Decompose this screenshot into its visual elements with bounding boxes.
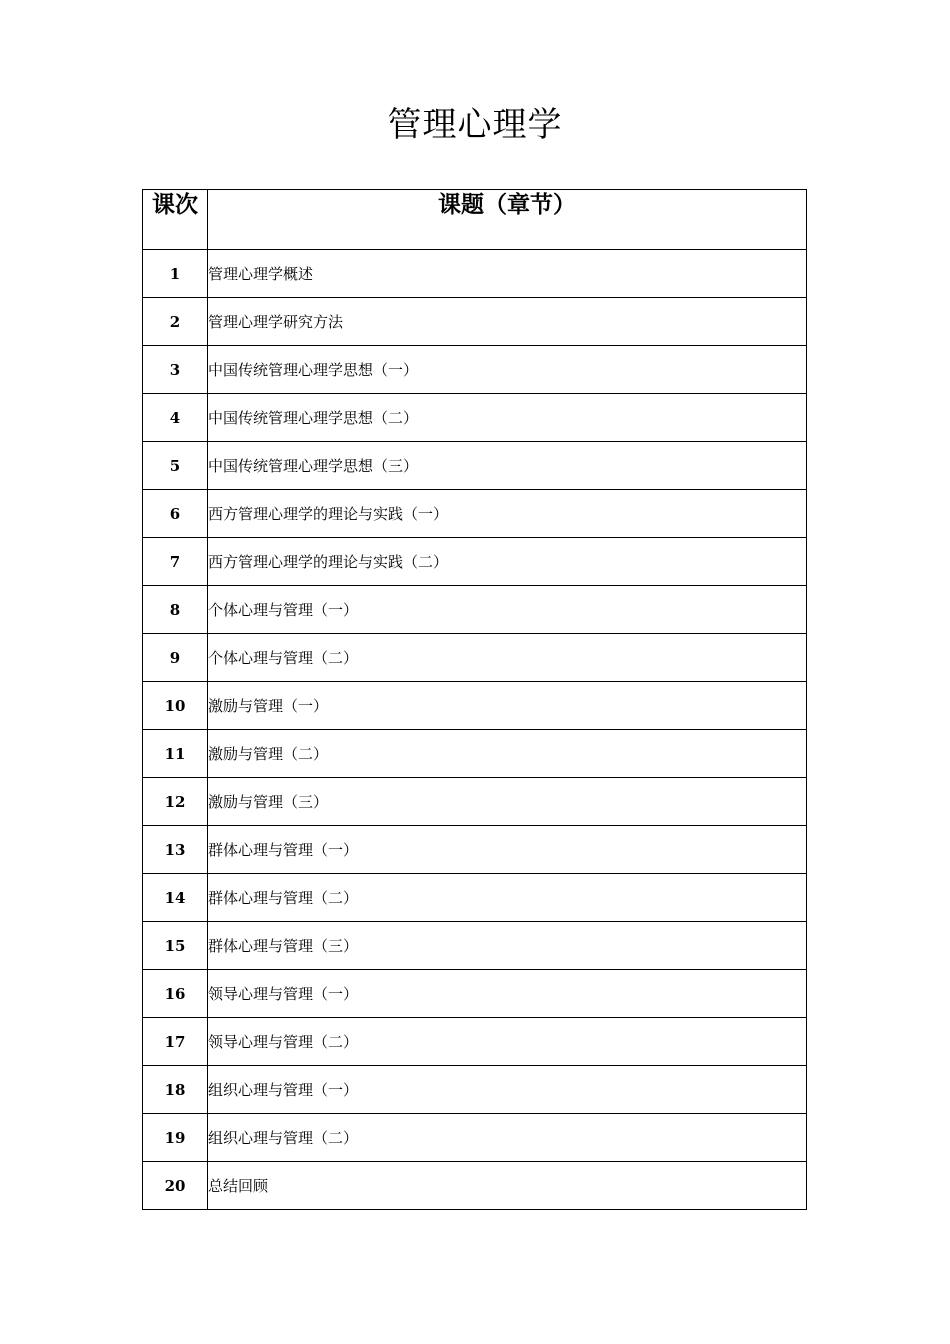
lesson-number: 19 — [143, 1114, 208, 1162]
table-row — [143, 538, 807, 586]
lesson-topic: 个体心理与管理（二） — [208, 634, 807, 682]
header-lesson-number: 课次 — [143, 190, 208, 250]
lesson-topic: 中国传统管理心理学思想（一） — [208, 346, 807, 394]
lesson-topic: 群体心理与管理（一） — [208, 826, 807, 874]
page-title: 管理心理学 — [387, 105, 563, 145]
lesson-topic: 管理心理学概述 — [208, 250, 807, 298]
lesson-topic: 群体心理与管理（三） — [208, 922, 807, 970]
table-row — [143, 250, 807, 298]
table-row — [143, 298, 807, 346]
header-topic: 课题（章节） — [208, 190, 807, 250]
lesson-number: 14 — [143, 874, 208, 922]
lesson-topic: 激励与管理（三） — [208, 778, 807, 826]
table-row — [143, 874, 807, 922]
lesson-number: 15 — [143, 922, 208, 970]
lesson-number: 1 — [143, 250, 208, 298]
lesson-topic: 激励与管理（一） — [208, 682, 807, 730]
lesson-topic: 西方管理心理学的理论与实践（一） — [208, 490, 807, 538]
lesson-number: 12 — [143, 778, 208, 826]
lesson-number: 9 — [143, 634, 208, 682]
table-row — [143, 1162, 807, 1210]
lesson-topic: 组织心理与管理（二） — [208, 1114, 807, 1162]
table-row — [143, 730, 807, 778]
table-row — [143, 778, 807, 826]
lesson-number: 8 — [143, 586, 208, 634]
lesson-topic: 群体心理与管理（二） — [208, 874, 807, 922]
course-schedule-table — [142, 189, 807, 1210]
lesson-topic: 中国传统管理心理学思想（三） — [208, 442, 807, 490]
table-row — [143, 826, 807, 874]
lesson-number: 16 — [143, 970, 208, 1018]
lesson-topic: 领导心理与管理（二） — [208, 1018, 807, 1066]
lesson-topic: 总结回顾 — [208, 1162, 807, 1210]
lesson-number: 11 — [143, 730, 208, 778]
table-row — [143, 922, 807, 970]
table-row — [143, 490, 807, 538]
table-row — [143, 586, 807, 634]
table-row — [143, 970, 807, 1018]
lesson-number: 10 — [143, 682, 208, 730]
lesson-number: 2 — [143, 298, 208, 346]
lesson-number: 4 — [143, 394, 208, 442]
lesson-number: 7 — [143, 538, 208, 586]
lesson-number: 18 — [143, 1066, 208, 1114]
lesson-topic: 个体心理与管理（一） — [208, 586, 807, 634]
table-row — [143, 682, 807, 730]
lesson-topic: 领导心理与管理（一） — [208, 970, 807, 1018]
table-row — [143, 1114, 807, 1162]
table-row — [143, 394, 807, 442]
lesson-topic: 组织心理与管理（一） — [208, 1066, 807, 1114]
lesson-number: 3 — [143, 346, 208, 394]
table-header-row — [143, 190, 807, 250]
table-row — [143, 346, 807, 394]
table-row — [143, 1018, 807, 1066]
lesson-number: 13 — [143, 826, 208, 874]
lesson-topic: 激励与管理（二） — [208, 730, 807, 778]
table-row — [143, 1066, 807, 1114]
lesson-topic: 管理心理学研究方法 — [208, 298, 807, 346]
lesson-number: 5 — [143, 442, 208, 490]
lesson-number: 6 — [143, 490, 208, 538]
table-row — [143, 442, 807, 490]
lesson-number: 17 — [143, 1018, 208, 1066]
table-row — [143, 634, 807, 682]
lesson-topic: 中国传统管理心理学思想（二） — [208, 394, 807, 442]
lesson-number: 20 — [143, 1162, 208, 1210]
lesson-topic: 西方管理心理学的理论与实践（二） — [208, 538, 807, 586]
